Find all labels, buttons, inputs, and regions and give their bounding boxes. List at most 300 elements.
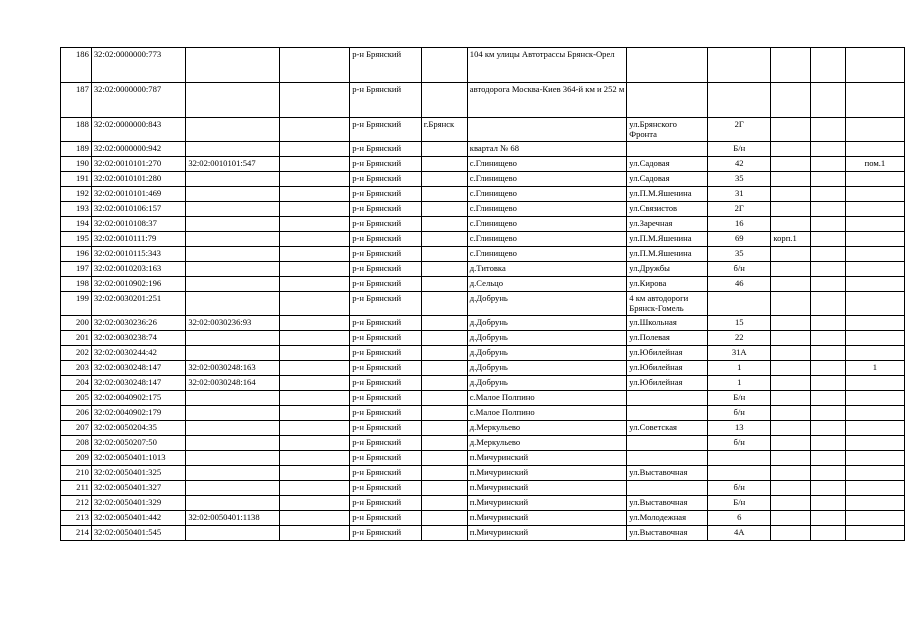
blank-cell	[811, 292, 845, 316]
building-cell	[771, 451, 811, 466]
city-cell	[421, 48, 467, 83]
building-cell	[771, 217, 811, 232]
row-number-cell: 191	[61, 172, 92, 187]
locality-cell: квартал № 68	[467, 142, 627, 157]
blank-cell	[279, 142, 349, 157]
cadastral-number-cell: 32:02:0050204:35	[91, 421, 185, 436]
building-cell	[771, 172, 811, 187]
locality-cell: с.Глинищево	[467, 232, 627, 247]
row-number-cell: 210	[61, 466, 92, 481]
street-cell: ул.Выставочная	[627, 496, 708, 511]
street-cell: ул.Юбилейная	[627, 361, 708, 376]
district-cell: р-н Брянский	[350, 118, 421, 142]
table-row	[61, 361, 905, 376]
district-cell: р-н Брянский	[350, 292, 421, 316]
building-cell	[771, 277, 811, 292]
house-number-cell	[708, 451, 771, 466]
blank-cell	[811, 436, 845, 451]
locality-cell: автодорога Москва-Киев 364-й км и 252 м	[467, 83, 627, 118]
locality-cell: с.Глинищево	[467, 157, 627, 172]
room-cell	[845, 376, 904, 391]
table-row	[61, 316, 905, 331]
blank-cell	[811, 496, 845, 511]
room-cell: 1	[845, 361, 904, 376]
linked-cadastral-number-cell	[186, 346, 280, 361]
blank-cell	[279, 511, 349, 526]
cadastral-number-cell: 32:02:0010111:79	[91, 232, 185, 247]
district-cell: р-н Брянский	[350, 421, 421, 436]
district-cell: р-н Брянский	[350, 406, 421, 421]
table-row	[61, 118, 905, 142]
blank-cell	[279, 406, 349, 421]
district-cell: р-н Брянский	[350, 391, 421, 406]
row-number-cell: 211	[61, 481, 92, 496]
table-row	[61, 346, 905, 361]
blank-cell	[279, 232, 349, 247]
cadastral-number-cell: 32:02:0000000:942	[91, 142, 185, 157]
street-cell	[627, 391, 708, 406]
blank-cell	[811, 361, 845, 376]
cadastral-number-cell: 32:02:0010101:469	[91, 187, 185, 202]
cadastral-number-cell: 32:02:0010203:163	[91, 262, 185, 277]
district-cell: р-н Брянский	[350, 331, 421, 346]
cadastral-number-cell: 32:02:0050401:545	[91, 526, 185, 541]
room-cell	[845, 346, 904, 361]
building-cell	[771, 466, 811, 481]
room-cell	[845, 331, 904, 346]
district-cell: р-н Брянский	[350, 247, 421, 262]
street-cell: ул.Садовая	[627, 157, 708, 172]
blank-cell	[811, 202, 845, 217]
house-number-cell: 35	[708, 172, 771, 187]
room-cell	[845, 232, 904, 247]
street-cell: ул.Кирова	[627, 277, 708, 292]
linked-cadastral-number-cell: 32:02:0030248:163	[186, 361, 280, 376]
blank-cell	[279, 48, 349, 83]
cadastral-number-cell: 32:02:0010106:157	[91, 202, 185, 217]
locality-cell: д.Титовка	[467, 262, 627, 277]
row-number-cell: 203	[61, 361, 92, 376]
room-cell: пом.1	[845, 157, 904, 172]
blank-cell	[811, 466, 845, 481]
building-cell	[771, 247, 811, 262]
table-row	[61, 436, 905, 451]
street-cell: 4 км автодороги Брянск-Гомель	[627, 292, 708, 316]
district-cell: р-н Брянский	[350, 526, 421, 541]
street-cell: ул.Заречная	[627, 217, 708, 232]
cadastral-number-cell: 32:02:0050401:329	[91, 496, 185, 511]
blank-cell	[811, 118, 845, 142]
blank-cell	[279, 157, 349, 172]
linked-cadastral-number-cell	[186, 202, 280, 217]
district-cell: р-н Брянский	[350, 361, 421, 376]
street-cell: ул.Выставочная	[627, 526, 708, 541]
city-cell	[421, 157, 467, 172]
row-number-cell: 196	[61, 247, 92, 262]
building-cell	[771, 187, 811, 202]
room-cell	[845, 316, 904, 331]
street-cell: ул.Брянского Фронта	[627, 118, 708, 142]
table-row	[61, 406, 905, 421]
locality-cell: д.Сельцо	[467, 277, 627, 292]
linked-cadastral-number-cell	[186, 466, 280, 481]
table-row	[61, 262, 905, 277]
building-cell	[771, 511, 811, 526]
table-row	[61, 277, 905, 292]
table-row	[61, 466, 905, 481]
blank-cell	[279, 217, 349, 232]
building-cell	[771, 436, 811, 451]
cadastral-number-cell: 32:02:0030201:251	[91, 292, 185, 316]
building-cell	[771, 262, 811, 277]
room-cell	[845, 172, 904, 187]
city-cell	[421, 187, 467, 202]
table-row	[61, 376, 905, 391]
cadastral-number-cell: 32:02:0050401:442	[91, 511, 185, 526]
blank-cell	[279, 247, 349, 262]
house-number-cell	[708, 466, 771, 481]
table-row	[61, 217, 905, 232]
table-row	[61, 526, 905, 541]
room-cell	[845, 496, 904, 511]
blank-cell	[811, 83, 845, 118]
row-number-cell: 192	[61, 187, 92, 202]
city-cell	[421, 481, 467, 496]
blank-cell	[811, 481, 845, 496]
city-cell	[421, 511, 467, 526]
district-cell: р-н Брянский	[350, 481, 421, 496]
locality-cell: д.Добрунь	[467, 346, 627, 361]
district-cell: р-н Брянский	[350, 172, 421, 187]
row-number-cell: 202	[61, 346, 92, 361]
city-cell	[421, 292, 467, 316]
house-number-cell: 1	[708, 376, 771, 391]
house-number-cell: 2Г	[708, 118, 771, 142]
street-cell	[627, 83, 708, 118]
blank-cell	[279, 496, 349, 511]
city-cell	[421, 346, 467, 361]
row-number-cell: 212	[61, 496, 92, 511]
linked-cadastral-number-cell	[186, 277, 280, 292]
building-cell	[771, 142, 811, 157]
locality-cell: д.Добрунь	[467, 361, 627, 376]
room-cell	[845, 526, 904, 541]
blank-cell	[279, 436, 349, 451]
building-cell	[771, 406, 811, 421]
house-number-cell: 1	[708, 361, 771, 376]
blank-cell	[811, 262, 845, 277]
house-number-cell: б/н	[708, 406, 771, 421]
street-cell: ул.Юбилейная	[627, 346, 708, 361]
row-number-cell: 190	[61, 157, 92, 172]
building-cell	[771, 346, 811, 361]
linked-cadastral-number-cell: 32:02:0010101:547	[186, 157, 280, 172]
building-cell	[771, 361, 811, 376]
city-cell	[421, 526, 467, 541]
linked-cadastral-number-cell	[186, 83, 280, 118]
blank-cell	[279, 262, 349, 277]
city-cell	[421, 451, 467, 466]
building-cell	[771, 48, 811, 83]
street-cell: ул.П.М.Яшенина	[627, 247, 708, 262]
street-cell: ул.П.М.Яшенина	[627, 187, 708, 202]
locality-cell: п.Мичуринский	[467, 526, 627, 541]
row-number-cell: 187	[61, 83, 92, 118]
blank-cell	[811, 526, 845, 541]
row-number-cell: 208	[61, 436, 92, 451]
cadastral-number-cell: 32:02:0000000:773	[91, 48, 185, 83]
locality-cell: с.Глинищево	[467, 172, 627, 187]
linked-cadastral-number-cell	[186, 406, 280, 421]
linked-cadastral-number-cell: 32:02:0050401:1138	[186, 511, 280, 526]
linked-cadastral-number-cell	[186, 217, 280, 232]
house-number-cell	[708, 48, 771, 83]
blank-cell	[279, 202, 349, 217]
street-cell: ул.Юбилейная	[627, 376, 708, 391]
linked-cadastral-number-cell	[186, 436, 280, 451]
street-cell: ул.Дружбы	[627, 262, 708, 277]
linked-cadastral-number-cell	[186, 247, 280, 262]
building-cell	[771, 292, 811, 316]
linked-cadastral-number-cell	[186, 172, 280, 187]
table-row	[61, 331, 905, 346]
blank-cell	[279, 526, 349, 541]
cadastral-number-cell: 32:02:0030248:147	[91, 376, 185, 391]
district-cell: р-н Брянский	[350, 48, 421, 83]
blank-cell	[811, 232, 845, 247]
district-cell: р-н Брянский	[350, 451, 421, 466]
locality-cell: с.Глинищево	[467, 187, 627, 202]
room-cell	[845, 406, 904, 421]
house-number-cell: 15	[708, 316, 771, 331]
locality-cell: с.Глинищево	[467, 202, 627, 217]
blank-cell	[811, 451, 845, 466]
room-cell	[845, 217, 904, 232]
linked-cadastral-number-cell	[186, 118, 280, 142]
linked-cadastral-number-cell	[186, 451, 280, 466]
blank-cell	[279, 466, 349, 481]
table-body	[61, 48, 905, 541]
building-cell	[771, 376, 811, 391]
registry-table	[60, 47, 905, 541]
district-cell: р-н Брянский	[350, 217, 421, 232]
city-cell	[421, 331, 467, 346]
row-number-cell: 188	[61, 118, 92, 142]
linked-cadastral-number-cell	[186, 421, 280, 436]
linked-cadastral-number-cell	[186, 391, 280, 406]
street-cell: ул.Связистов	[627, 202, 708, 217]
cadastral-number-cell: 32:02:0040902:179	[91, 406, 185, 421]
blank-cell	[279, 118, 349, 142]
district-cell: р-н Брянский	[350, 511, 421, 526]
house-number-cell: 6	[708, 511, 771, 526]
room-cell	[845, 262, 904, 277]
table-row	[61, 451, 905, 466]
cadastral-number-cell: 32:02:0010108:37	[91, 217, 185, 232]
city-cell	[421, 316, 467, 331]
blank-cell	[279, 361, 349, 376]
house-number-cell: 13	[708, 421, 771, 436]
linked-cadastral-number-cell: 32:02:0030248:164	[186, 376, 280, 391]
building-cell	[771, 331, 811, 346]
district-cell: р-н Брянский	[350, 187, 421, 202]
blank-cell	[811, 331, 845, 346]
city-cell	[421, 232, 467, 247]
blank-cell	[279, 292, 349, 316]
house-number-cell: 31А	[708, 346, 771, 361]
row-number-cell: 186	[61, 48, 92, 83]
cadastral-number-cell: 32:02:0030248:147	[91, 361, 185, 376]
city-cell	[421, 277, 467, 292]
city-cell	[421, 421, 467, 436]
district-cell: р-н Брянский	[350, 376, 421, 391]
street-cell: ул.Молодежная	[627, 511, 708, 526]
row-number-cell: 197	[61, 262, 92, 277]
cadastral-number-cell: 32:02:0010101:280	[91, 172, 185, 187]
locality-cell: с.Глинищево	[467, 217, 627, 232]
street-cell: ул.Школьная	[627, 316, 708, 331]
locality-cell: д.Добрунь	[467, 376, 627, 391]
room-cell	[845, 118, 904, 142]
blank-cell	[811, 187, 845, 202]
linked-cadastral-number-cell	[186, 526, 280, 541]
house-number-cell: 2Г	[708, 202, 771, 217]
table-row	[61, 511, 905, 526]
street-cell	[627, 451, 708, 466]
street-cell	[627, 481, 708, 496]
city-cell	[421, 83, 467, 118]
cadastral-number-cell: 32:02:0000000:787	[91, 83, 185, 118]
cadastral-number-cell: 32:02:0050401:327	[91, 481, 185, 496]
room-cell	[845, 142, 904, 157]
blank-cell	[811, 48, 845, 83]
table-row	[61, 496, 905, 511]
street-cell: ул.П.М.Яшенина	[627, 232, 708, 247]
locality-cell: 104 км улицы Автотрассы Брянск-Орел	[467, 48, 627, 83]
city-cell	[421, 406, 467, 421]
street-cell: ул.Выставочная	[627, 466, 708, 481]
house-number-cell: б/н	[708, 436, 771, 451]
row-number-cell: 194	[61, 217, 92, 232]
table-row	[61, 48, 905, 83]
table-row	[61, 232, 905, 247]
city-cell	[421, 142, 467, 157]
room-cell	[845, 451, 904, 466]
cadastral-number-cell: 32:02:0000000:843	[91, 118, 185, 142]
house-number-cell: Б/н	[708, 391, 771, 406]
street-cell: ул.Садовая	[627, 172, 708, 187]
district-cell: р-н Брянский	[350, 277, 421, 292]
cadastral-number-cell: 32:02:0050401:1013	[91, 451, 185, 466]
blank-cell	[279, 316, 349, 331]
house-number-cell: Б/н	[708, 142, 771, 157]
table-row	[61, 247, 905, 262]
city-cell	[421, 391, 467, 406]
table-row	[61, 83, 905, 118]
table-row	[61, 202, 905, 217]
linked-cadastral-number-cell	[186, 481, 280, 496]
building-cell: корп.1	[771, 232, 811, 247]
street-cell: ул.Советская	[627, 421, 708, 436]
room-cell	[845, 481, 904, 496]
building-cell	[771, 83, 811, 118]
house-number-cell: 31	[708, 187, 771, 202]
linked-cadastral-number-cell	[186, 232, 280, 247]
house-number-cell: б/н	[708, 481, 771, 496]
blank-cell	[279, 187, 349, 202]
blank-cell	[279, 277, 349, 292]
blank-cell	[811, 247, 845, 262]
blank-cell	[811, 421, 845, 436]
district-cell: р-н Брянский	[350, 142, 421, 157]
locality-cell: с.Малое Полпино	[467, 391, 627, 406]
blank-cell	[279, 346, 349, 361]
room-cell	[845, 83, 904, 118]
locality-cell	[467, 118, 627, 142]
room-cell	[845, 292, 904, 316]
row-number-cell: 207	[61, 421, 92, 436]
locality-cell: д.Добрунь	[467, 316, 627, 331]
building-cell	[771, 526, 811, 541]
house-number-cell: 35	[708, 247, 771, 262]
building-cell	[771, 118, 811, 142]
street-cell: ул.Полевая	[627, 331, 708, 346]
blank-cell	[279, 391, 349, 406]
linked-cadastral-number-cell	[186, 292, 280, 316]
room-cell	[845, 511, 904, 526]
street-cell	[627, 142, 708, 157]
house-number-cell	[708, 292, 771, 316]
house-number-cell: б/н	[708, 262, 771, 277]
locality-cell: п.Мичуринский	[467, 451, 627, 466]
room-cell	[845, 391, 904, 406]
district-cell: р-н Брянский	[350, 202, 421, 217]
house-number-cell: 22	[708, 331, 771, 346]
room-cell	[845, 466, 904, 481]
cadastral-number-cell: 32:02:0050207:50	[91, 436, 185, 451]
cadastral-number-cell: 32:02:0050401:325	[91, 466, 185, 481]
room-cell	[845, 48, 904, 83]
room-cell	[845, 436, 904, 451]
city-cell	[421, 361, 467, 376]
street-cell	[627, 406, 708, 421]
blank-cell	[811, 277, 845, 292]
locality-cell: с.Малое Полпино	[467, 406, 627, 421]
district-cell: р-н Брянский	[350, 316, 421, 331]
blank-cell	[811, 511, 845, 526]
district-cell: р-н Брянский	[350, 496, 421, 511]
table-row	[61, 157, 905, 172]
row-number-cell: 193	[61, 202, 92, 217]
row-number-cell: 205	[61, 391, 92, 406]
linked-cadastral-number-cell	[186, 262, 280, 277]
building-cell	[771, 316, 811, 331]
blank-cell	[811, 391, 845, 406]
district-cell: р-н Брянский	[350, 466, 421, 481]
blank-cell	[811, 157, 845, 172]
blank-cell	[811, 376, 845, 391]
street-cell	[627, 436, 708, 451]
row-number-cell: 200	[61, 316, 92, 331]
room-cell	[845, 421, 904, 436]
cadastral-number-cell: 32:02:0030236:26	[91, 316, 185, 331]
row-number-cell: 214	[61, 526, 92, 541]
row-number-cell: 204	[61, 376, 92, 391]
row-number-cell: 199	[61, 292, 92, 316]
cadastral-number-cell: 32:02:0010902:196	[91, 277, 185, 292]
table-row	[61, 292, 905, 316]
city-cell	[421, 202, 467, 217]
